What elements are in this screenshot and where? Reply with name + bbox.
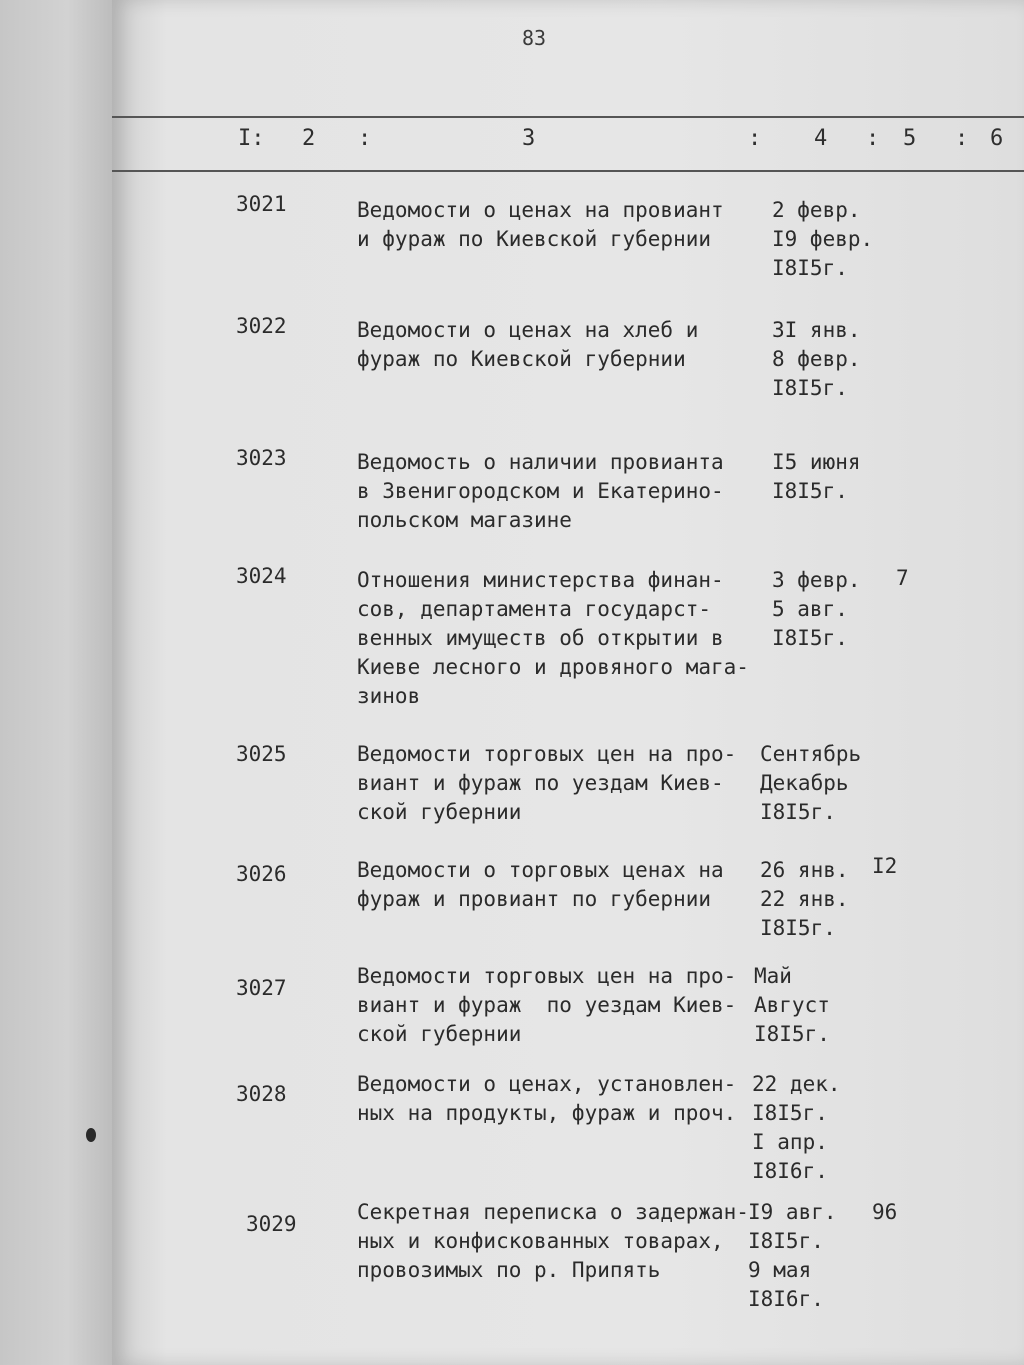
record-dates: 2 февр. I9 февр. I8I5г. — [772, 198, 874, 280]
record-dates: 3 февр. 5 авг. I8I5г. — [772, 568, 861, 650]
record-title: Ведомость о наличии провианта в Звенигородском и Екатерино- польском магазине — [357, 450, 724, 532]
record-title: Ведомости о торговых ценах на фураж и провиант по губернии — [357, 858, 724, 911]
record-title: Ведомости торговых цен на про- виант и фураж по уездам Киев- ской губернии — [357, 964, 737, 1046]
record-sheets: I2 — [872, 854, 898, 878]
record-dates: Май Август I8I5г. — [754, 964, 830, 1046]
record-title: Отношения министерства финан- сов, департамента государст- венных имуществ об открытии в Киеве лесного и дровяного мага- зинов — [357, 568, 749, 708]
record-number: 3023 — [236, 446, 287, 470]
record-number: 3021 — [236, 192, 287, 216]
record-number: 3025 — [236, 742, 287, 766]
column-header-6: 6 — [990, 126, 1004, 151]
record-dates: 22 дек. I8I5г. I апр. I8I6г. — [752, 1072, 841, 1183]
record-dates: 3I янв. 8 февр. I8I5г. — [772, 318, 861, 400]
record-dates: Сентябрь Декабрь I8I5г. — [760, 742, 862, 824]
column-separator-3: : — [358, 126, 372, 151]
page-number: 83 — [522, 26, 547, 50]
column-header-2: 2 — [302, 126, 316, 151]
left-page-edge — [0, 0, 112, 1365]
header-rule-bottom — [112, 170, 1024, 172]
record-number: 3028 — [236, 1082, 287, 1106]
binding-hole-mark — [86, 1128, 96, 1142]
record-dates: I9 авг. I8I5г. 9 мая I8I6г. — [748, 1200, 837, 1311]
record-number: 3022 — [236, 314, 287, 338]
column-separator-6: : — [955, 126, 969, 151]
column-separator-5: : — [866, 126, 880, 151]
record-title: Секретная переписка о задержан- ных и конфискованных товарах, провозимых по р. Припять — [357, 1200, 749, 1282]
column-header-4: 4 — [814, 126, 828, 151]
column-header-5: 5 — [903, 126, 917, 151]
header-rule-top — [112, 116, 1024, 118]
record-number: 3024 — [236, 564, 287, 588]
column-separator-4: : — [748, 126, 762, 151]
record-number: 3027 — [236, 976, 287, 1000]
record-title: Ведомости о ценах, установлен- ных на продукты, фураж и проч. — [357, 1072, 737, 1125]
record-number: 3029 — [246, 1212, 297, 1236]
record-title: Ведомости о ценах на хлеб и фураж по Киевской губернии — [357, 318, 699, 371]
record-dates: I5 июня I8I5г. — [772, 450, 861, 503]
record-title: Ведомости торговых цен на про- виант и фураж по уездам Киев- ской губернии — [357, 742, 737, 824]
record-number: 3026 — [236, 862, 287, 886]
column-header-1: I: — [238, 126, 265, 151]
column-header-3: 3 — [522, 126, 536, 151]
record-title: Ведомости о ценах на провиант и фураж по Киевской губернии — [357, 198, 724, 251]
record-sheets: 96 — [872, 1200, 898, 1224]
record-dates: 26 янв. 22 янв. I8I5г. — [760, 858, 849, 940]
record-sheets: 7 — [896, 566, 909, 590]
